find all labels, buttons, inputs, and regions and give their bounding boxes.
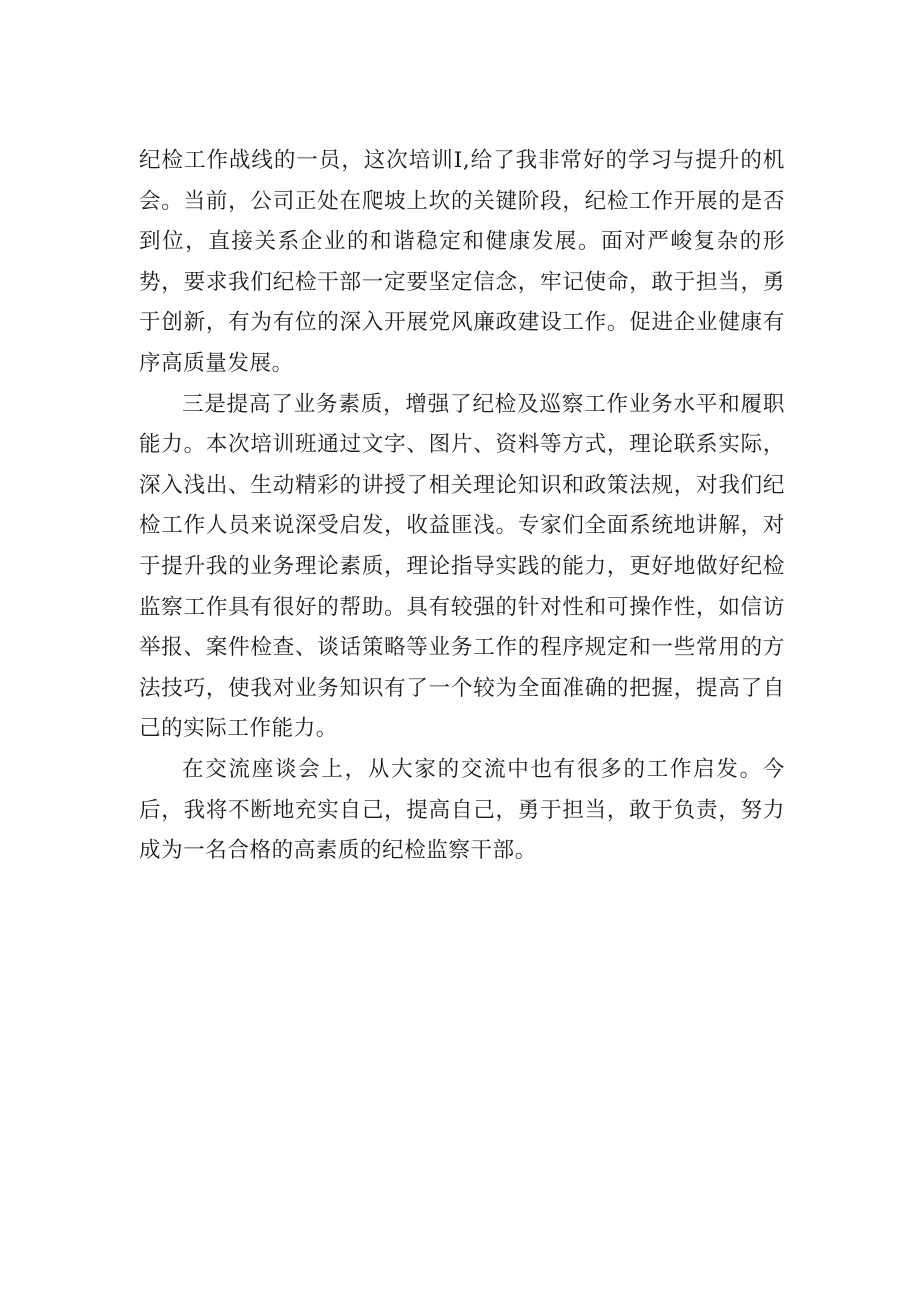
document-body xyxy=(139,141,785,872)
paragraph-3: 在交流座谈会上，从大家的交流中也有很多的工作启发。今后，我将不断地充实自己，提高自己，勇于担当，敢于负责，努力成为一名合格的高素质的纪检监察干部。 xyxy=(139,756,785,864)
paragraph-2: 三是提高了业务素质，增强了纪检及巡察工作业务水平和履职能力。本次培训班通过文字、图片、资料等方式，理论联系实际，深入浅出、生动精彩的讲授了相关理论知识和政策法规，对我们纪检工作人员来说深受启发，收益匪浅。专家们全面系统地讲解，对于提升我的业务理论素质，理论指导实践的能力，更好地做好纪检监察工作具有很好的帮助。具有较强的针对性和可操作性，如信访举报、案件检查、谈话策略等业务工作的程序规定和一些常用的方法技巧，使我对业务知识有了一个较为全面准确的把握，提高了自己的实际工作能力。 xyxy=(139,391,785,742)
paragraph-1: 纪检工作战线的一员，这次培训I,给了我非常好的学习与提升的机会。当前，公司正处在爬坡上坎的关键阶段，纪检工作开展的是否到位，直接关系企业的和谐稳定和健康发展。面对严峻复杂的形势，要求我们纪检干部一定要坚定信念，牢记使命，敢于担当，勇于创新，有为有位的深入开展党风廉政建设工作。促进企业健康有序高质量发展。 xyxy=(139,148,785,376)
